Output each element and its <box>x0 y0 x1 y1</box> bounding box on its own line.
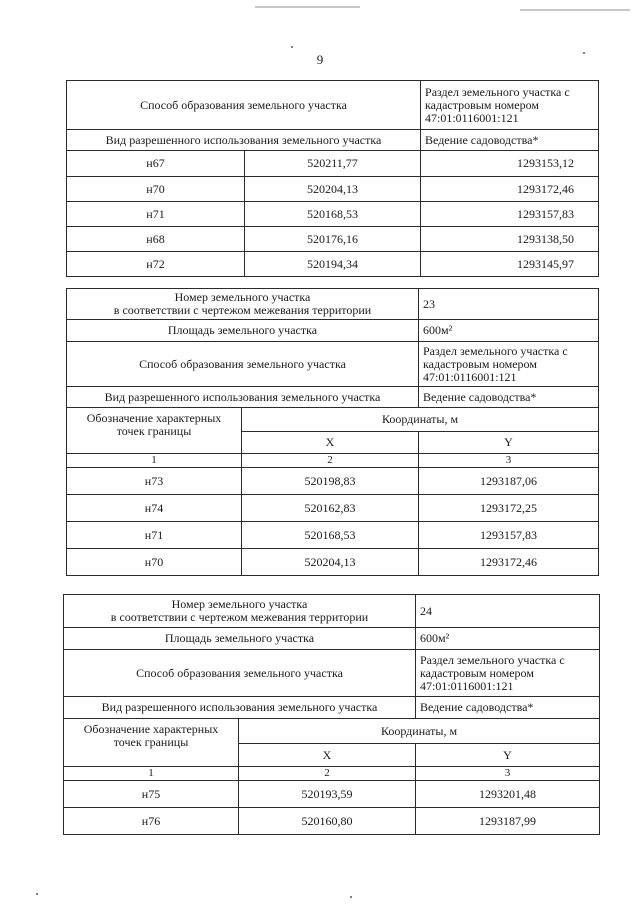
table-row <box>64 781 600 808</box>
coord-y: 1293187,99 <box>416 808 600 835</box>
boundary-points-header: Обозначение характерных точек границы <box>64 719 239 767</box>
coord-y: 1293187,06 <box>419 468 599 495</box>
plot-number-value: 24 <box>416 595 600 628</box>
plot-area-label: Площадь земельного участка <box>67 320 419 342</box>
coord-x: 520198,83 <box>242 468 419 495</box>
coord-y: 1293153,12 <box>421 151 599 177</box>
y-header: Y <box>416 744 600 767</box>
coord-y: 1293201,48 <box>416 781 600 808</box>
coord-y: 1293157,83 <box>421 202 599 227</box>
table-row <box>67 468 599 495</box>
coord-x: 520168,53 <box>245 202 421 227</box>
table-row <box>67 151 599 177</box>
point-name: н71 <box>67 522 242 549</box>
point-name: н76 <box>64 808 239 835</box>
table-row <box>64 808 600 835</box>
scan-artifact-dot <box>350 896 352 898</box>
land-plot-table-3 <box>63 594 600 835</box>
coord-x: 520162,83 <box>242 495 419 522</box>
formation-method-value: Раздел земельного участка с кадастровым номером 47:01:0116001:121 <box>419 342 599 387</box>
x-header: X <box>239 744 416 767</box>
scan-artifact-streak <box>255 6 360 8</box>
point-name: н70 <box>67 549 242 576</box>
scan-artifact-dot <box>291 46 293 48</box>
y-header: Y <box>419 432 599 454</box>
coord-x: 520194,34 <box>245 252 421 277</box>
coord-x: 520176,16 <box>245 227 421 252</box>
land-plot-table-2 <box>66 288 599 576</box>
plot-area-value: 600м² <box>419 320 599 342</box>
plot-number-label: Номер земельного участка в соответствии с чертежом межевания территории <box>67 289 419 320</box>
column-number: 2 <box>239 767 416 781</box>
coord-x: 520160,80 <box>239 808 416 835</box>
table-row <box>67 522 599 549</box>
table-row <box>67 202 599 227</box>
point-name: н70 <box>67 177 245 202</box>
permitted-use-value: Ведение садоводства* <box>416 697 600 719</box>
formation-method-value: Раздел земельного участка с кадастровым номером 47:01:0116001:121 <box>421 81 599 130</box>
formation-method-label: Способ образования земельного участка <box>67 342 419 387</box>
coord-y: 1293145,97 <box>421 252 599 277</box>
column-number: 3 <box>416 767 600 781</box>
permitted-use-value: Ведение садоводства* <box>419 387 599 408</box>
plot-area-value: 600м² <box>416 628 600 650</box>
point-name: н68 <box>67 227 245 252</box>
table-row <box>67 252 599 277</box>
point-name: н67 <box>67 151 245 177</box>
scan-artifact-streak <box>520 9 630 11</box>
formation-method-value: Раздел земельного участка с кадастровым номером 47:01:0116001:121 <box>416 650 600 697</box>
permitted-use-value: Ведение садоводства* <box>421 130 599 151</box>
coord-x: 520168,53 <box>242 522 419 549</box>
permitted-use-label: Вид разрешенного использования земельного участка <box>67 130 421 151</box>
plot-number-label: Номер земельного участка в соответствии с чертежом межевания территории <box>64 595 416 628</box>
column-number: 1 <box>67 454 242 468</box>
column-number: 2 <box>242 454 419 468</box>
formation-method-label: Способ образования земельного участка <box>64 650 416 697</box>
coord-y: 1293157,83 <box>419 522 599 549</box>
coord-x: 520193,59 <box>239 781 416 808</box>
coord-x: 520204,13 <box>242 549 419 576</box>
x-header: X <box>242 432 419 454</box>
point-name: н72 <box>67 252 245 277</box>
coord-y: 1293172,25 <box>419 495 599 522</box>
coord-y: 1293138,50 <box>421 227 599 252</box>
coord-y: 1293172,46 <box>421 177 599 202</box>
coord-x: 520204,13 <box>245 177 421 202</box>
table-row <box>67 227 599 252</box>
coordinates-header: Координаты, м <box>242 408 599 432</box>
coordinates-header: Координаты, м <box>239 719 600 744</box>
coord-y: 1293172,46 <box>419 549 599 576</box>
table-row <box>67 177 599 202</box>
page-number: 9 <box>316 52 324 67</box>
table-row <box>67 549 599 576</box>
boundary-points-header: Обозначение характерных точек границы <box>67 408 242 454</box>
table-row <box>67 495 599 522</box>
permitted-use-label: Вид разрешенного использования земельного участка <box>67 387 419 408</box>
point-name: н71 <box>67 202 245 227</box>
plot-number-value: 23 <box>419 289 599 320</box>
permitted-use-label: Вид разрешенного использования земельного участка <box>64 697 416 719</box>
formation-method-label: Способ образования земельного участка <box>67 81 421 130</box>
plot-area-label: Площадь земельного участка <box>64 628 416 650</box>
point-name: н74 <box>67 495 242 522</box>
point-name: н73 <box>67 468 242 495</box>
column-number: 3 <box>419 454 599 468</box>
point-name: н75 <box>64 781 239 808</box>
scan-artifact-dot <box>36 893 38 895</box>
column-number: 1 <box>64 767 239 781</box>
land-plot-table-1 <box>66 80 599 277</box>
coord-x: 520211,77 <box>245 151 421 177</box>
